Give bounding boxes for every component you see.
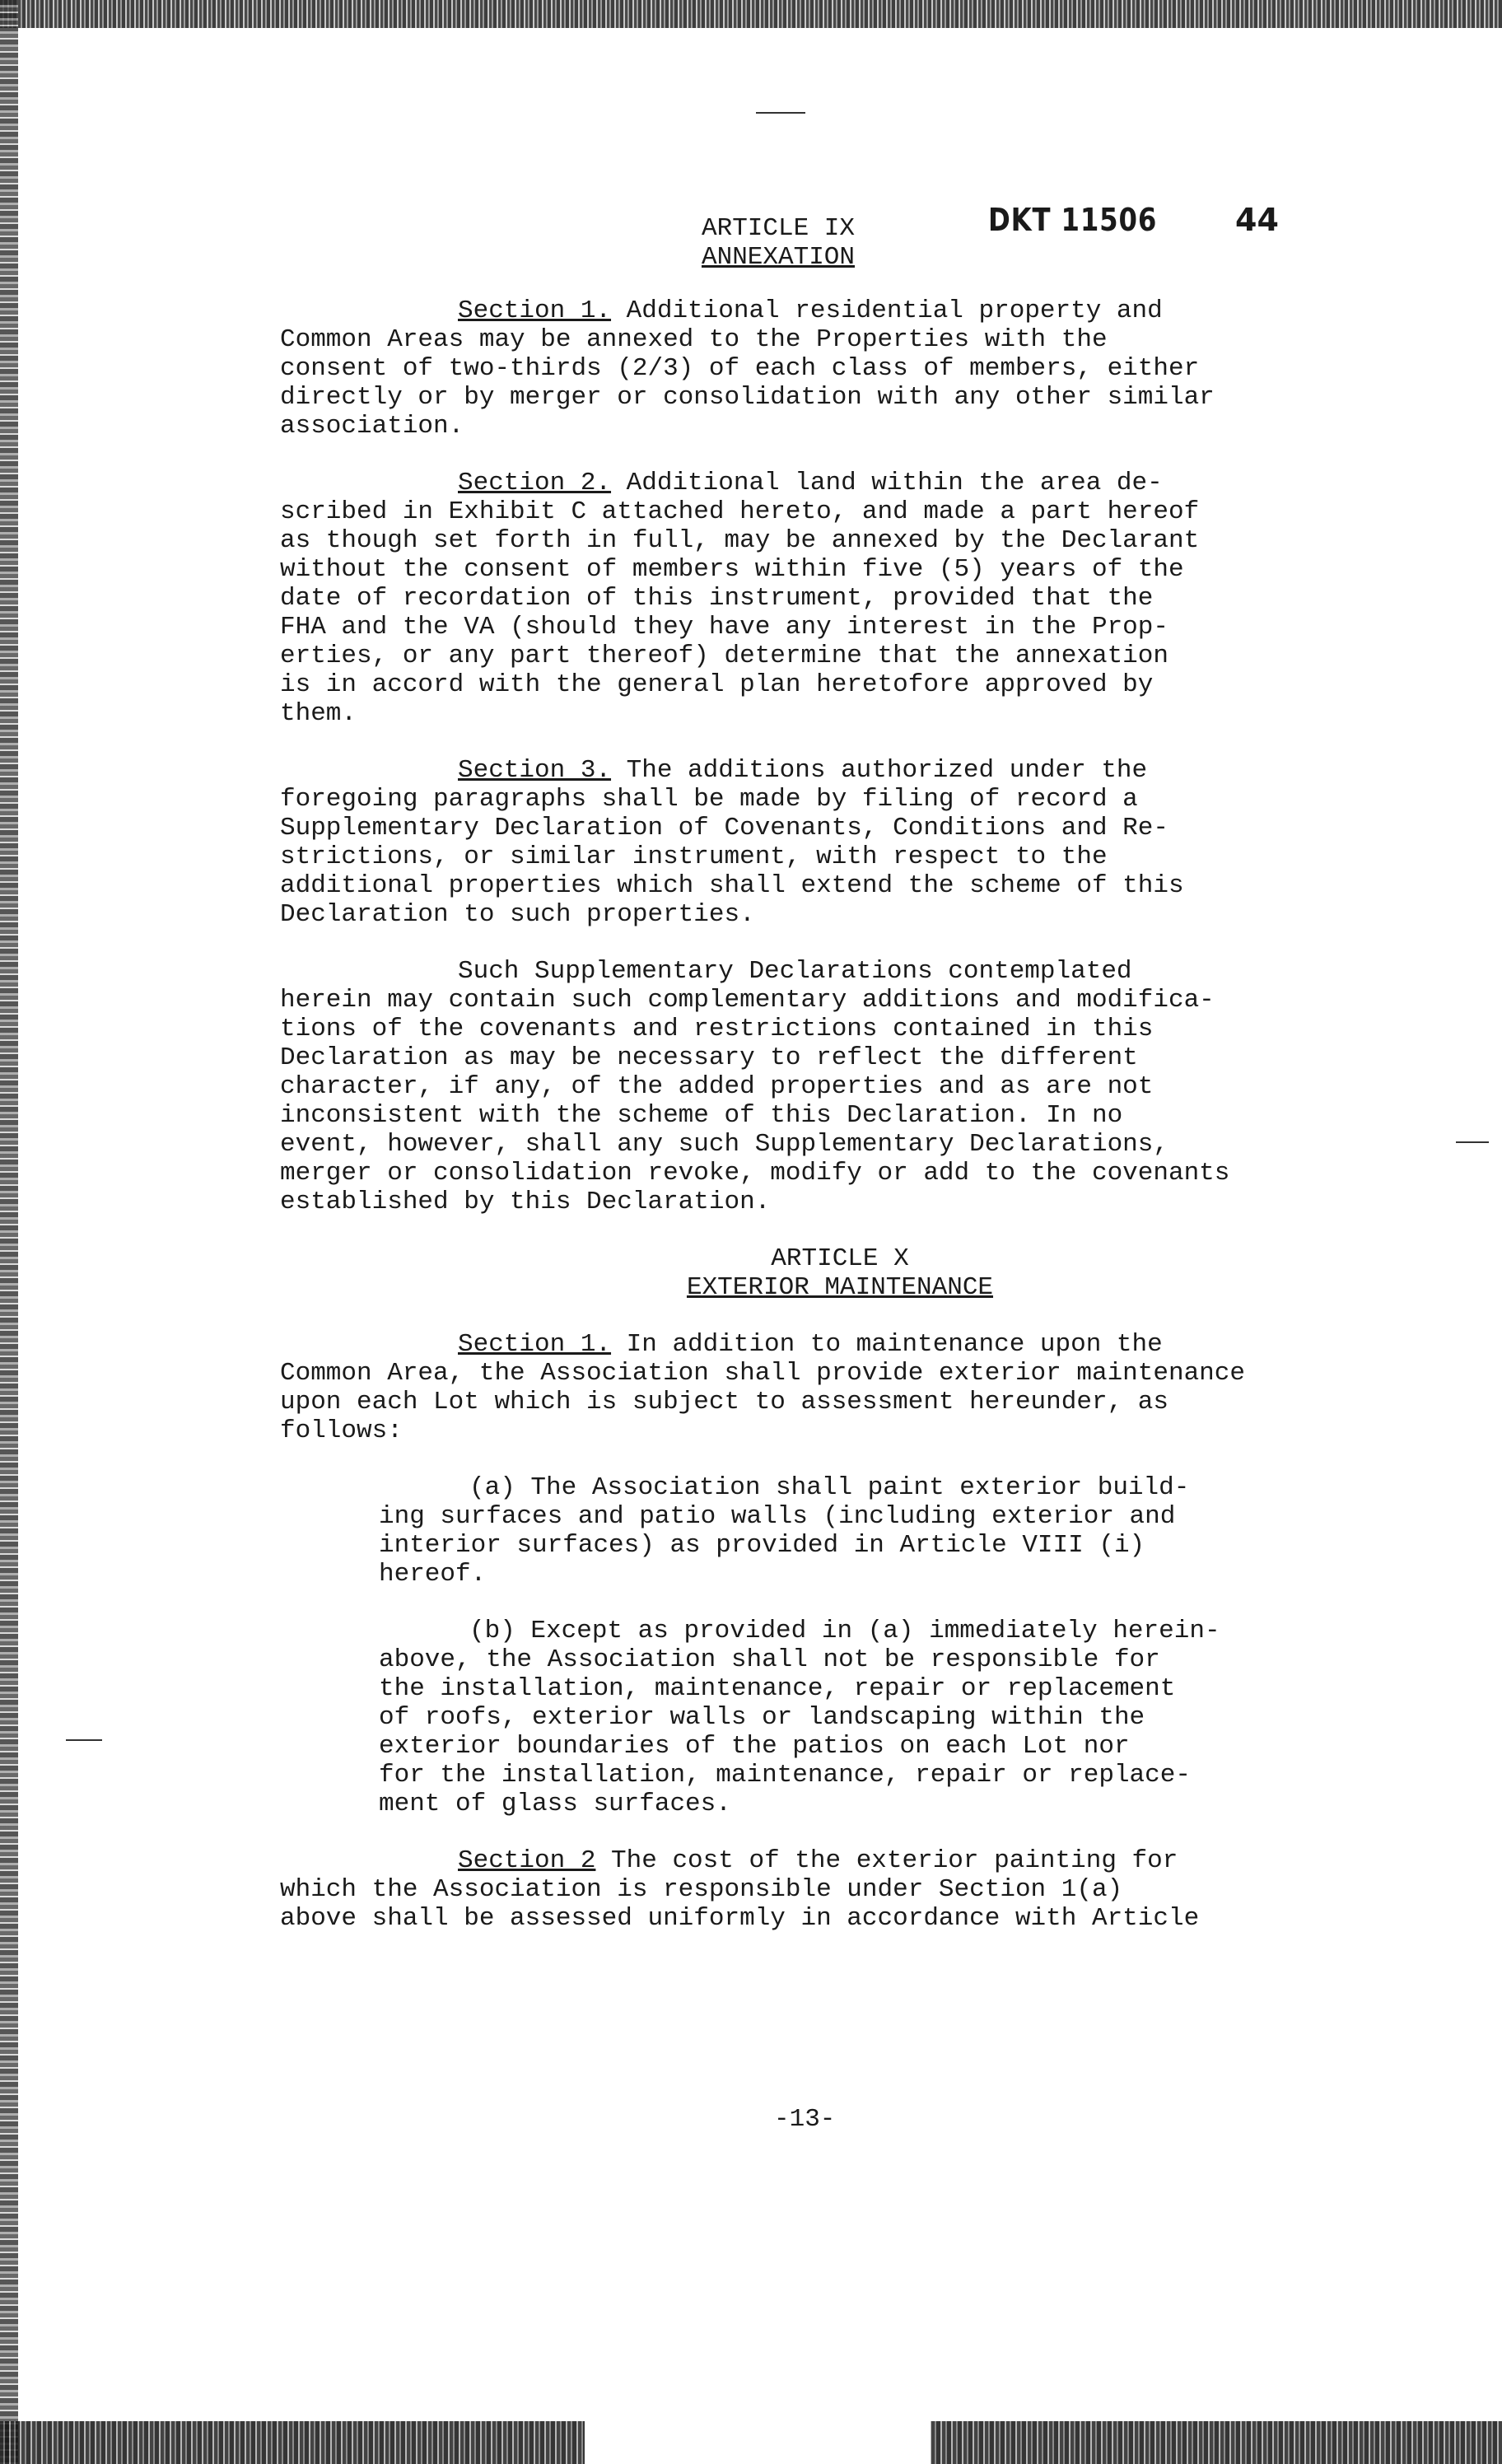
section-label: Section 1. [458,1330,612,1359]
article-title: ANNEXATION [701,243,856,272]
article-x-section-1 [280,1330,1400,1445]
section-label: Section 2 [458,1846,596,1875]
scan-speck [756,112,805,114]
article-number: ARTICLE X [771,1244,909,1273]
article-heading [683,214,873,272]
section-text: The additions authorized under the foregoing paragraphs shall be made by filing of record a Supplementary Declaration of Covenants, Conditions and Re- strictions, or similar instrument, with respect to the additional properties which shall extend the scheme of this Declaration to such properties. [280,756,1184,929]
document-page [280,202,1400,1961]
supplementary-declarations-paragraph: Such Supplementary Declarations contemplated herein may contain such complementary additions and modifica- tions of the covenants and restrictions contained in this Declaration as may be necessary to reflect the different character, if any, of the added properties and as are not inconsistent with the scheme of this Declaration. In no event, however, shall any such Supplementary Declarations, merger or consolidation revoke, modify or add to the covenants established by this Declaration. [280,957,1230,1216]
article-x-section-2 [280,1846,1400,1933]
article-number: ARTICLE IX [701,214,856,243]
page-number: -13- [774,2105,836,2134]
article-ix-section-1 [280,296,1400,441]
subsection-a: (a) The Association shall paint exterior build- ing surfaces and patio walls (including exterior and interior surfaces) as provided in Article VIII (i) hereof. [379,1473,1190,1589]
article-x-heading [280,1244,1400,1302]
article-title: EXTERIOR MAINTENANCE [686,1273,994,1302]
scan-speck [66,1739,102,1741]
section-text: Additional residential property and Common Areas may be annexed to the Properties with the consent of two-thirds (2/3) of each class of members, either directly or by merger or consolidation with any other similar association. [280,296,1215,441]
page-header [280,202,1400,272]
docket-page-mark: 44 [1235,202,1279,238]
docket-stamp: DKT 11506 [988,202,1158,238]
scan-speck [1456,1141,1489,1143]
section-text: In addition to maintenance upon the Common Area, the Association shall provide exterior maintenance upon each Lot which is subject to assessment hereunder, as follows: [280,1330,1245,1445]
section-text: The cost of the exterior painting for which the Association is responsible under Section 1(a) above shall be assessed uniformly in accordance with Article [280,1846,1200,1933]
section-label: Section 3. [458,756,612,785]
scan-edge-top [0,0,1502,28]
section-label: Section 2. [458,469,612,497]
subsection-b: (b) Except as provided in (a) immediately herein- above, the Association shall not be responsible for the installation, maintenance, repair or replacement of roofs, exterior walls or landscaping within the exterior boundaries of the patios on each Lot nor for the installation, maintenance, repair or replace- ment of glass surfaces. [379,1617,1220,1818]
section-text: Additional land within the area de- scribed in Exhibit C attached hereto, and made a part hereof as though set forth in full, may be annexed by the Declarant without the consent of members within five (5) years of the date of recordation of this instrument, provided that the FHA and the VA (should they have any interest in the Prop- erties, or any part thereof) determine that the annexation is in accord with the general plan heretofore approved by them. [280,469,1200,728]
article-ix-section-2 [280,469,1400,728]
article-ix-section-3 [280,756,1400,929]
scan-edge-bottom-gap [585,2421,931,2464]
scan-edge-left [0,0,18,2464]
section-label: Section 1. [458,296,612,325]
